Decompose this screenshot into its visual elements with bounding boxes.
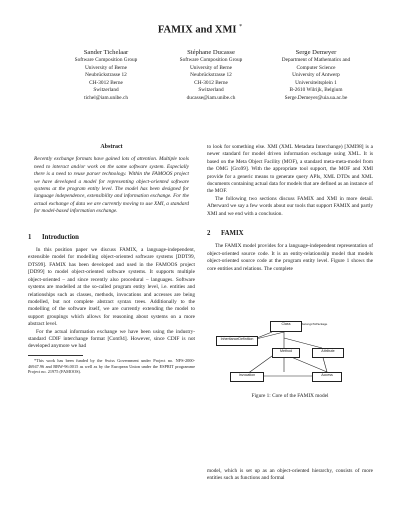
paragraph: to look for something else. XMI (XML Metadata Interchange) [XMI98] is a newer standard for model driven information exchange using XML. It is based on the Meta Object Facility (MOF), a standard meta-meta-model from the OMG [Gro99]. With the appropriate tool support, the MOF and XMI provide for a generic means to generate query APIs, XML DTDs and XML documents containing actual data for models that are defined as an instance of the MOF. bbox=[207, 144, 373, 195]
package-relation-label bbox=[302, 321, 350, 327]
author-name: Serge Demeyer bbox=[295, 49, 337, 56]
invocation-entity-label: Invocation bbox=[238, 373, 256, 377]
author-name: Stéphane Ducasse bbox=[187, 49, 235, 56]
abstract-text: Recently exchange formats have gained lots of attention. Multiple tools need to interact and/or work on the same software system. Especially there is a need to reuse parser technology. Within the FAMOOS project we have developed a model for representing object-oriented software systems at the program entity level. The model has been designed for language independence, extensibility and information exchange. For the actual exchange of data we are currently moving to use XMI, a standard for model-based information exchange. bbox=[34, 156, 189, 215]
author-affiliation-line: Universiteitsplein 1 bbox=[295, 79, 337, 86]
author-affiliation-line: Neubrückstrasse 12 bbox=[85, 72, 127, 79]
inheritance-entity-box bbox=[216, 336, 258, 346]
author-email: tichel@iam.unibe.ch bbox=[83, 94, 128, 101]
author-affiliation-line: CH-3012 Berne bbox=[89, 79, 123, 86]
author-affiliation-line: Switzerland bbox=[198, 87, 224, 94]
author-affiliation-line: Switzerland bbox=[93, 87, 119, 94]
method-entity-box bbox=[272, 348, 300, 358]
author-affiliation-line: University of Antwerp bbox=[292, 72, 340, 79]
author-affiliation-line: Software Composition Group bbox=[179, 57, 243, 63]
author-affiliation-line: CH-3012 Berne bbox=[194, 79, 228, 86]
footnote-rule bbox=[28, 355, 83, 356]
section-number: 2 bbox=[207, 230, 211, 238]
author-tichelaar bbox=[56, 48, 156, 103]
author-name: Sander Tichelaar bbox=[83, 49, 129, 56]
section-heading-introduction bbox=[28, 234, 195, 241]
left-column bbox=[28, 144, 195, 375]
paragraph: The following two sections discuss FAMIX and XMI in more detail. Afterward we say a few words about our tools that support FAMIX and partly XMI and we end with a conclusion. bbox=[207, 195, 373, 217]
paragraph: In this position paper we discuss FAMIX, a language-independent, extensible model for modelling object-oriented software systems [DDT99, DTS99]. FAMIX has been developed and used in the FAMOOS project [DD99] to model object-oriented software systems. It supports multiple object-oriented – and since recently also procedural – languages. Software systems are modelled at the so-called program entity level, i.e. entities and relationships such as classes, methods, invocations and accesses are being modelled, but not complete abstract syntax trees. Additionally to the modelling of the software itself, we are currently extending the model to support groupings which allows for reasoning about systems on a more abstract level. bbox=[28, 247, 195, 328]
paper-title bbox=[0, 24, 400, 36]
title-footnote-marker: * bbox=[239, 24, 243, 30]
class-entity-label: Class bbox=[281, 322, 291, 326]
section-title: FAMIX bbox=[221, 230, 244, 238]
author-ducasse bbox=[161, 48, 261, 103]
access-entity-box bbox=[312, 372, 342, 382]
author-demeyer bbox=[266, 48, 366, 103]
figure-caption: Figure 1: Core of the FAMIX model bbox=[251, 393, 329, 399]
author-block bbox=[56, 48, 366, 103]
right-column bbox=[207, 144, 373, 273]
inheritance-entity-label: InheritanceDefinition bbox=[220, 337, 254, 341]
author-affiliation-line: University of Berne bbox=[84, 64, 128, 71]
author-affiliation-line: Neubrückstrasse 12 bbox=[190, 72, 232, 79]
author-email: ducasse@iam.unibe.ch bbox=[186, 94, 236, 101]
attribute-entity-box bbox=[312, 348, 344, 358]
author-affiliation-line: Software Composition Group bbox=[74, 57, 138, 63]
abstract-heading: Abstract bbox=[100, 144, 123, 150]
invocation-entity-box bbox=[230, 372, 264, 382]
paragraph: For the actual information exchange we have been using the industry-standard CDIF interchange format [Com94]. However, since CDIF is not developed anymore we had bbox=[28, 328, 195, 350]
section-title: Introduction bbox=[42, 233, 79, 241]
author-affiliation-line: B-2610 Wilrijk, Belgium bbox=[289, 87, 343, 94]
famix-core-figure bbox=[212, 318, 362, 390]
author-email: Serge.Demeyer@uia.ua.ac.be bbox=[284, 94, 348, 101]
paragraph: model, which is set up as an object-oriented hierarchy, consists of more entities such as functions and formal bbox=[207, 468, 373, 482]
author-affiliation-line: University of Berne bbox=[189, 64, 233, 71]
package-relation-text: belongsToPackage bbox=[302, 322, 328, 326]
attribute-entity-label: Attribute bbox=[321, 349, 335, 353]
class-entity-box bbox=[270, 321, 302, 332]
paragraph: The FAMIX model provides for a language-independent representation of object-oriented source code. It is an entity-relationship model that models object-oriented source code at the program entity level. Figure 1 shows the core entities and relations. The complete bbox=[207, 243, 373, 272]
section-heading-famix bbox=[207, 230, 373, 237]
author-affiliation-line: Department of Mathematics and bbox=[281, 57, 351, 63]
access-entity-label: Access bbox=[321, 373, 333, 377]
author-affiliation-line: Computer Science bbox=[296, 64, 336, 71]
method-entity-label: Method bbox=[280, 349, 292, 353]
section-number: 1 bbox=[28, 233, 32, 241]
footnote: *This work has been funded by the Swiss Government under Project no. NFS-2000-46947.96 and BBW-96.0015 as well as by the European Union under the ESPRIT programme Project no. 21975 (FAMOOS). bbox=[28, 357, 195, 375]
right-column-continuation bbox=[207, 468, 373, 483]
title-text: FAMIX and XMI bbox=[157, 24, 237, 36]
